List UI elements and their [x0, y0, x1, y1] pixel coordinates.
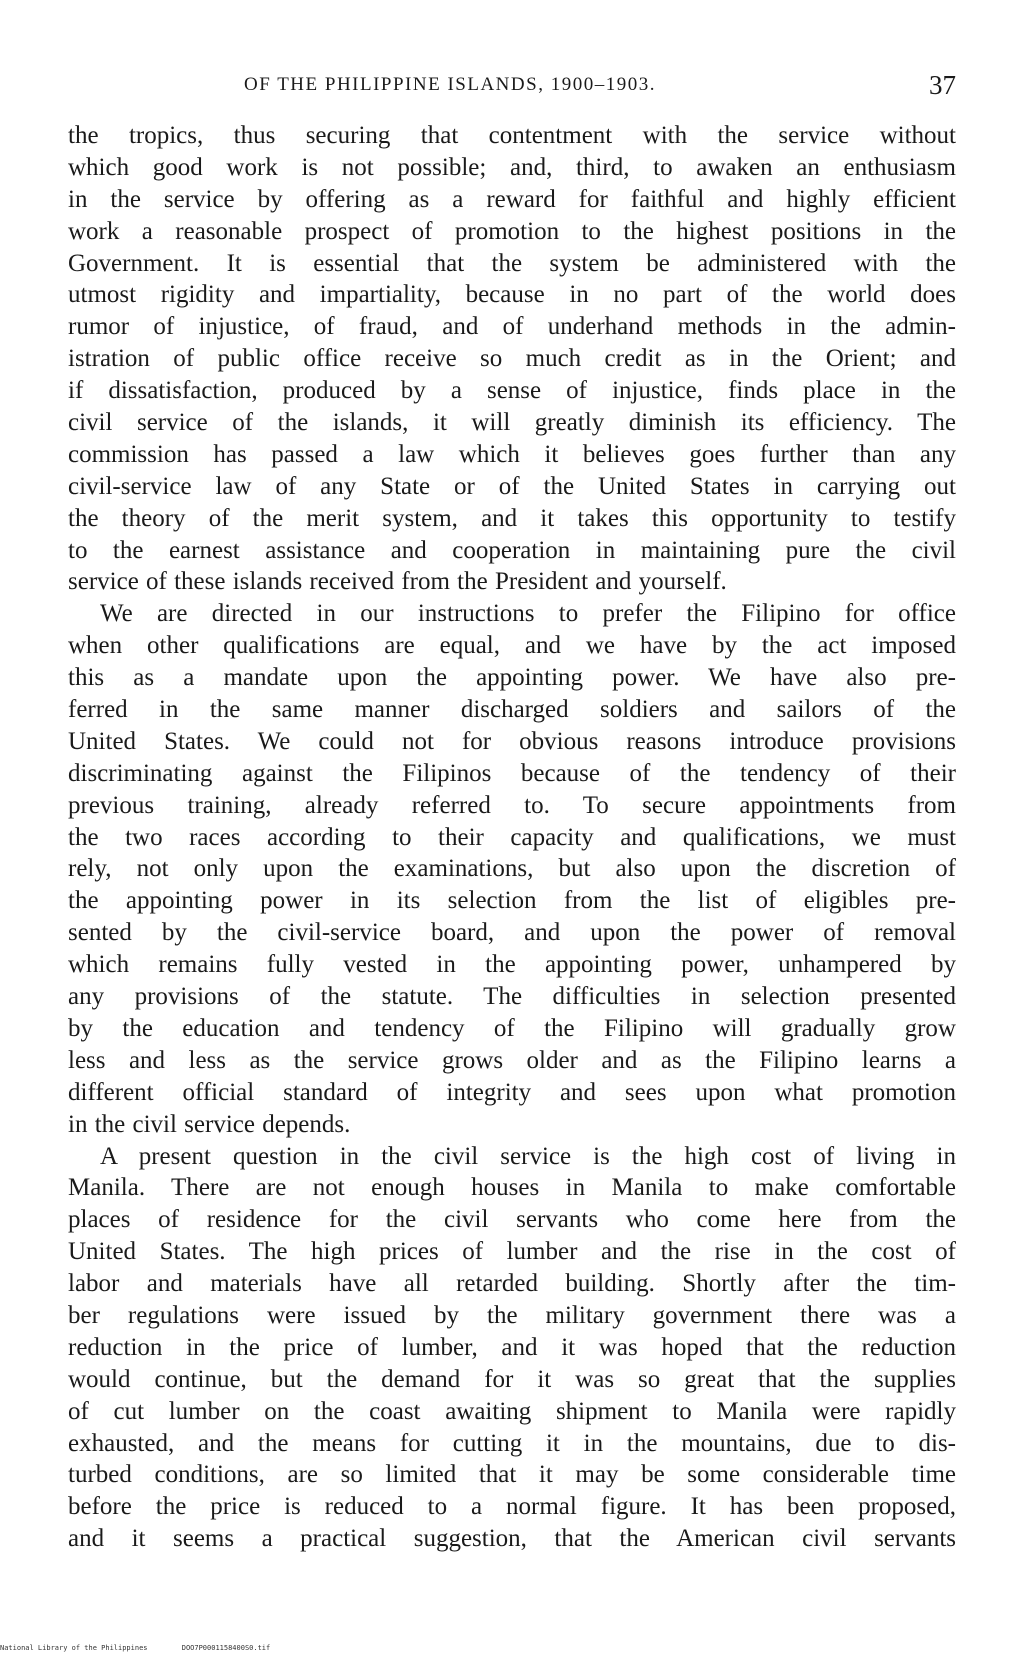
text-line: to the earnest assistance and cooperation in maintaining pure the civil	[68, 536, 956, 564]
running-head	[68, 70, 956, 110]
text-line: ber regulations were issued by the military government there was a	[68, 1301, 956, 1329]
text-line: istration of public office receive so much credit as in the Orient; and	[68, 345, 956, 373]
text-line: the two races according to their capacity and qualifications, we must	[68, 823, 956, 851]
text-line: when other qualifications are equal, and we have by the act imposed	[68, 632, 956, 660]
paragraph-start-line: A present question in the civil service is the high cost of living in	[100, 1142, 956, 1170]
text-line: by the education and tendency of the Filipino will gradually grow	[68, 1014, 956, 1042]
text-line: which good work is not possible; and, third, to awaken an enthusiasm	[68, 153, 956, 181]
text-line: which remains fully vested in the appointing power, unhampered by	[68, 951, 956, 979]
text-line: less and less as the service grows older and as the Filipino learns a	[68, 1046, 956, 1074]
text-line: Government. It is essential that the system be administered with the	[68, 249, 956, 277]
text-line: the appointing power in its selection from the list of eligibles pre-	[68, 887, 956, 915]
text-line: if dissatisfaction, produced by a sense of injustice, finds place in the	[68, 377, 956, 405]
text-line: commission has passed a law which it believes goes further than any	[68, 440, 956, 468]
text-line: rumor of injustice, of fraud, and of underhand methods in the admin-	[68, 313, 956, 341]
text-line: sented by the civil-service board, and upon the power of removal	[68, 919, 956, 947]
text-line: labor and materials have all retarded building. Shortly after the tim-	[68, 1270, 956, 1298]
page-number: 37	[929, 70, 956, 100]
text-line: any provisions of the statute. The difficulties in selection presented	[68, 983, 956, 1011]
text-line: civil-service law of any State or of the United States in carrying out	[68, 472, 956, 500]
text-line: and it seems a practical suggestion, that the American civil servants	[68, 1525, 956, 1553]
text-line: rely, not only upon the examinations, but also upon the discretion of	[68, 855, 956, 883]
text-line: United States. The high prices of lumber and the rise in the cost of	[68, 1238, 956, 1266]
text-line: in the service by offering as a reward for faithful and highly efficient	[68, 185, 956, 213]
text-line: the theory of the merit system, and it takes this opportunity to testify	[68, 504, 956, 532]
text-line: exhausted, and the means for cutting it in the mountains, due to dis-	[68, 1429, 956, 1457]
running-title: OF THE PHILIPPINE ISLANDS, 1900–1903.	[244, 74, 656, 95]
text-line: discriminating against the Filipinos because of the tendency of their	[68, 759, 956, 787]
paragraph-end-line: in the civil service depends.	[68, 1110, 351, 1138]
text-line: turbed conditions, are so limited that it may be some considerable time	[68, 1461, 956, 1489]
text-line: civil service of the islands, it will greatly diminish its efficiency. The	[68, 409, 956, 437]
paragraph-end-line: service of these islands received from the President and yourself.	[68, 568, 727, 596]
text-line: would continue, but the demand for it was so great that the supplies	[68, 1365, 956, 1393]
text-line: reduction in the price of lumber, and it was hoped that the reduction	[68, 1333, 956, 1361]
text-line: this as a mandate upon the appointing power. We have also pre-	[68, 664, 956, 692]
text-line: the tropics, thus securing that contentment with the service without	[68, 122, 956, 149]
text-line: different official standard of integrity and sees upon what promotion	[68, 1078, 956, 1106]
body-text	[68, 120, 956, 1555]
scan-footer	[0, 1644, 300, 1652]
text-line: ferred in the same manner discharged soldiers and sailors of the	[68, 696, 956, 724]
text-line: previous training, already referred to. To secure appointments from	[68, 791, 956, 819]
text-line: places of residence for the civil servants who come here from the	[68, 1206, 956, 1234]
text-line: United States. We could not for obvious reasons introduce provisions	[68, 727, 956, 755]
text-line: utmost rigidity and impartiality, because in no part of the world does	[68, 281, 956, 309]
paragraph-start-line: We are directed in our instructions to prefer the Filipino for office	[100, 600, 956, 628]
text-line: Manila. There are not enough houses in Manila to make comfortable	[68, 1174, 956, 1202]
library-credit: National Library of the Philippines	[0, 1644, 148, 1652]
text-line: before the price is reduced to a normal figure. It has been proposed,	[68, 1493, 956, 1521]
text-line: of cut lumber on the coast awaiting shipment to Manila were rapidly	[68, 1397, 956, 1425]
text-line: work a reasonable prospect of promotion to the highest positions in the	[68, 217, 956, 245]
file-id: DOO7P0001158400S0.tif	[181, 1644, 271, 1652]
